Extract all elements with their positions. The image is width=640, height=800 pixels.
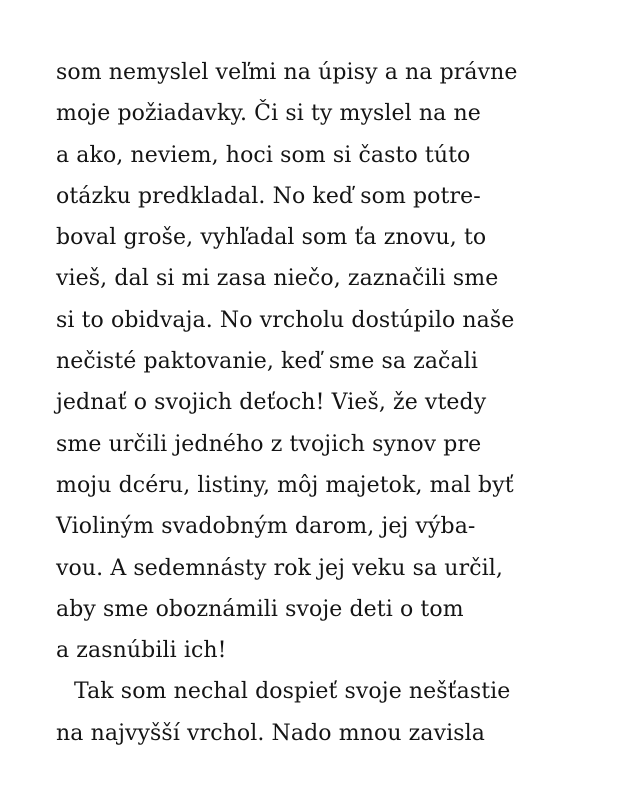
text-line-4: otázku predkladal. No keď som potre-	[56, 183, 481, 209]
text-line-15: a zasnúbili ich!	[56, 638, 227, 664]
text-line-3: a ako, neviem, hoci som si často túto	[56, 142, 471, 168]
text-line-5: boval groše, vyhľadal som ťa znovu, to	[56, 225, 487, 251]
text-line-13: vou. A sedemnásty rok jej veku sa určil,	[56, 555, 503, 581]
text-line-11: moju dcéru, listiny, môj majetok, mal byť	[56, 472, 514, 498]
text-line-1: som nemyslel veľmi na úpisy a na právne	[56, 60, 518, 85]
text-body	[56, 52, 596, 754]
text-line-8: nečisté paktovanie, keď sme sa začali	[56, 349, 478, 375]
text-line-2: moje požiadavky. Či si ty myslel na ne	[56, 101, 481, 127]
text-line-10: sme určili jedného z tvojich synov pre	[56, 431, 482, 457]
text-line-16-paragraph-start: Tak som nechal dospieť svoje nešťastie	[74, 679, 511, 705]
text-line-9: jednať o svojich deťoch! Vieš, že vtedy	[56, 390, 487, 416]
text-line-7: si to obidvaja. No vrcholu dostúpilo naše	[56, 307, 515, 333]
text-line-6: vieš, dal si mi zasa niečo, zaznačili sme	[56, 266, 499, 292]
text-line-12: Violiným svadobným darom, jej výba-	[56, 514, 476, 540]
text-line-17: na najvyšší vrchol. Nado mnou zavisla	[56, 720, 485, 746]
text-line-14: aby sme oboznámili svoje deti o tom	[56, 596, 464, 622]
